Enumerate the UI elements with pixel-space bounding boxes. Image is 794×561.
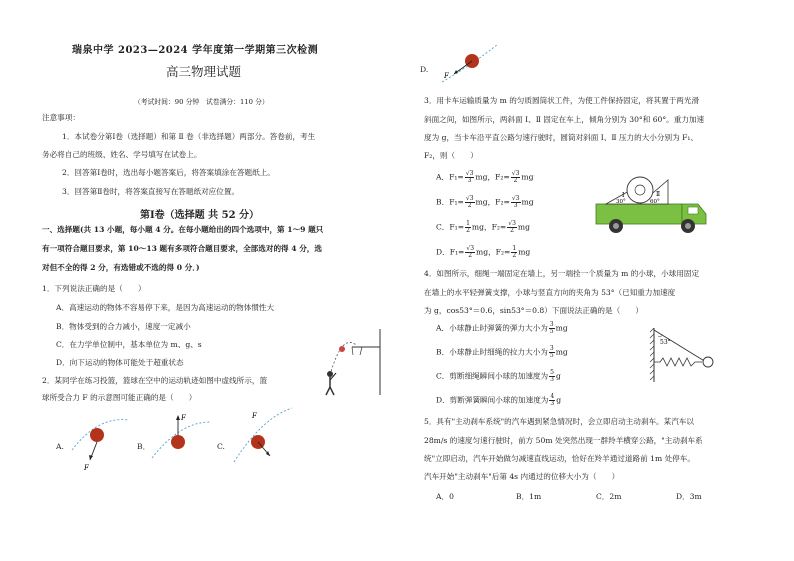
q4-line-1: 4．如图所示，细绳一端固定在墙上，另一端拴一个质量为 m 的小球，小球用固定 [424, 269, 700, 278]
section1-instruction-3: 对但不全的得 2 分，有选错或不选的得 0 分．) [42, 263, 200, 272]
q5-option-d: D．3m [676, 492, 702, 501]
section1-instruction-2: 有一项符合题目要求，第 10～13 题有多项符合题目要求，全部选对的得 4 分，选 [42, 244, 322, 253]
q5-option-b: B．1m [516, 492, 542, 501]
basketball-hoop-figure [322, 327, 388, 397]
q4-option-c: C．剪断细绳瞬间小球的加速度为 $\frac{5}{3}$ g [436, 369, 561, 383]
q4-option-b: B．小球静止时细绳的拉力大小为 $\frac{3}{5}$ mg [436, 345, 568, 359]
q5-line-2: 28m/s 的速度匀速行驶时，前方 50m 处突然出现一群羚羊横穿公路，"主动刹车系 [424, 436, 703, 445]
angle-53-label: 53° [660, 339, 671, 346]
section1-title: 第Ⅰ卷（选择题 共 52 分） [140, 210, 260, 221]
q1-option-d: D．向下运动的物体可能处于超重状态 [56, 358, 184, 367]
note-1: 1．本试卷分第Ⅰ卷（选择题）和第 Ⅱ 卷（非选择题）两部分。答卷前，考生 [62, 132, 316, 141]
q3-line-4: F₂，则（ ） [424, 151, 478, 160]
q3-option-a: A．F₁= $\frac{√3}{3}$ mg，F₂= $\frac{√3}{2}$ mg [436, 170, 534, 184]
school-title: 瑞泉中学 2023—2024 学年度第一学期第三次检测 [72, 45, 319, 56]
q3-option-b: B．F₁= $\frac{√3}{2}$ mg，F₂= $\frac{√3}{3}$ mg [436, 195, 534, 209]
q3-option-d: D．F₁= $\frac{√3}{2}$ mg，F₂= $\frac{1}{2}$ mg [436, 245, 531, 259]
q1-option-a: A．高速运动的物体不容易停下来，是因为高速运动的物体惯性大 [56, 303, 275, 312]
q2-b-force-label: F [181, 414, 186, 422]
exam-info: （考试时间：90 分钟 试卷满分：110 分） [134, 98, 269, 106]
q3-option-c: C．F₁= $\frac{1}{2}$ mg，F₂= $\frac{√3}{2}$ mg [436, 220, 530, 234]
note-2: 2．回答第Ⅰ卷时，选出每小题答案后，将答案填涂在答题纸上。 [62, 168, 275, 177]
q5-line-1: 5．具有"主动刹车系统"的汽车遇到紧急情况时，会立即启动主动刹车。某汽车以 [424, 417, 695, 426]
slope-1-label: Ⅰ [622, 192, 625, 199]
q2-stem-1: 2．某同学在练习投篮，篮球在空中的运动轨迹如图中虚线所示，篮 [42, 376, 268, 385]
slope-2-label: Ⅱ [656, 191, 661, 198]
q2-d-force-label: F [444, 72, 449, 80]
q3-line-1: 3．用卡车运输质量为 m 的匀质圆筒状工件，为使工件保持固定，将其置于两光滑 [424, 96, 700, 105]
q2-a-force-label: F [84, 464, 89, 472]
q2-option-d-figure [436, 42, 502, 84]
q2-c-force-label: F [252, 412, 257, 420]
q1-option-b: B．物体受到的合力减小，速度一定减小 [56, 322, 191, 331]
q2-option-a-figure [70, 410, 130, 474]
q2-option-b-figure [150, 404, 212, 464]
angle-60-label: 60° [650, 199, 660, 205]
q4-line-3: 为 g，cos53°＝0.6，sin53°＝0.8）下面说法正确的是（ ） [424, 306, 643, 315]
q4-option-d: D．剪断弹簧瞬间小球的加速度为 $\frac{4}{3}$ g [436, 393, 562, 407]
truck-figure [592, 164, 718, 242]
q5-option-c: C．2m [596, 492, 622, 501]
q1-option-c: C．在力学单位制中，基本单位为 m、g、s [56, 340, 202, 349]
q2-option-c-figure [232, 404, 294, 468]
q5-line-4: 汽车开始"主动刹车"后第 4s 内通过的位移大小为（ ） [424, 472, 620, 481]
q2-option-c-label: C. [217, 442, 225, 451]
note-1-cont: 务必将自己的班级、姓名、学号填写在试卷上。 [42, 150, 202, 159]
q3-line-3: 度为 g，当卡车沿平直公路匀速行驶时，圆筒对斜面 Ⅰ、Ⅱ 压力的大小分别为 F₁、 [424, 133, 698, 142]
q2-stem-2: 球所受合力 F 的示意图可能正确的是（ ） [42, 393, 197, 402]
section1-instruction-1: 一、选择题(共 13 小题，每小题 4 分。在每小题给出的四个选项中，第 1～9 题只 [42, 225, 324, 234]
q2-option-a-label: A. [56, 442, 64, 451]
exam-title: 高三物理试题 [166, 64, 242, 79]
q2-option-d-label: D. [420, 65, 429, 74]
notes-heading: 注意事项： [42, 113, 80, 122]
angle-30-label: 30° [616, 199, 626, 205]
q3-line-2: 斜面之间，如图所示，两斜面 Ⅰ、Ⅱ 固定在车上，倾角分别为 30°和 60°。重力加速 [424, 115, 705, 124]
spring-ball-figure [648, 326, 720, 384]
q1-stem: 1．下列说法正确的是（ ） [42, 284, 146, 293]
note-3: 3．回答第Ⅱ卷时，将答案直接写在答题纸对应位置。 [62, 187, 240, 196]
q4-line-2: 在墙上的水平轻弹簧支撑，小球与竖直方向的夹角为 53°（已知重力加速度 [424, 288, 676, 297]
q4-option-a: A．小球静止时弹簧的弹力大小为 $\frac{3}{5}$ mg [436, 321, 568, 335]
q5-option-a: A．0 [436, 492, 454, 501]
q5-line-3: 统"立即启动，汽车开始做匀减速直线运动，恰好在羚羊通过道路前 1m 处停车。 [424, 454, 695, 463]
q2-option-b-label: B． [137, 442, 151, 451]
